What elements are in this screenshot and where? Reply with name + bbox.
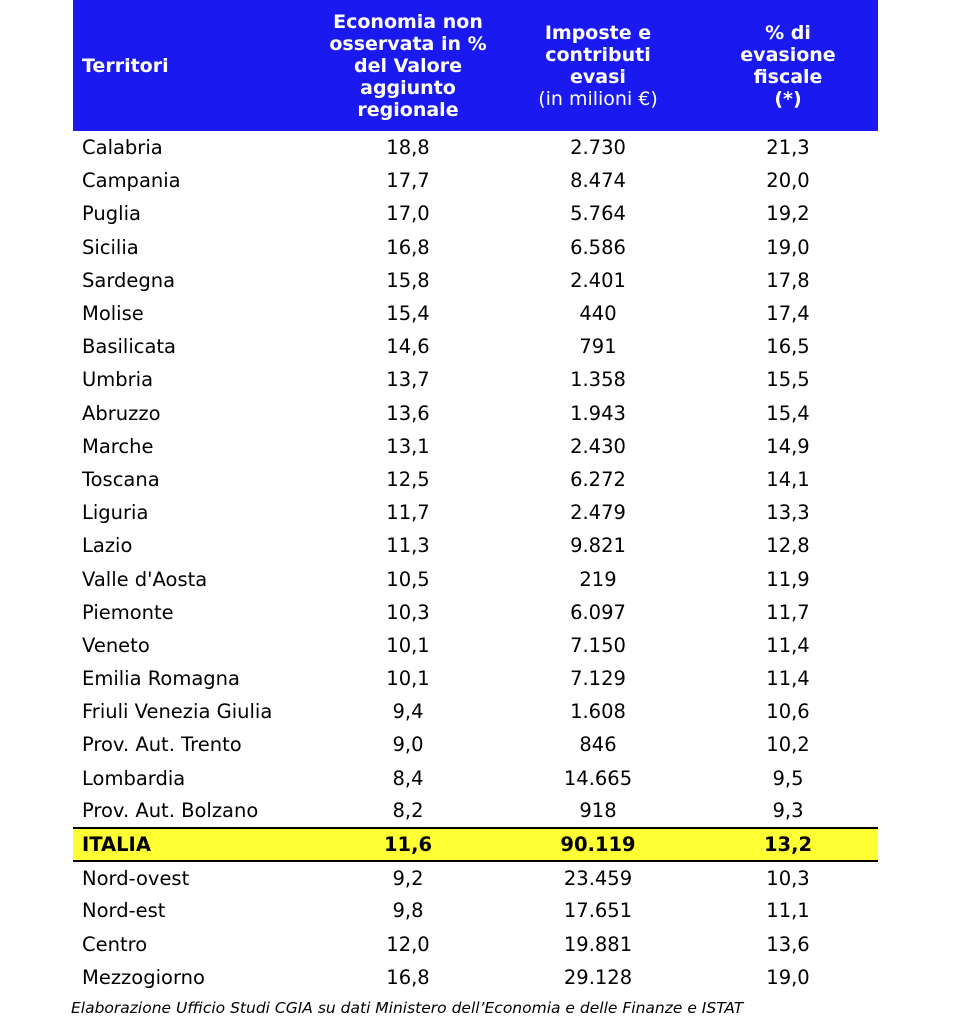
imposte-value-cell: 440 xyxy=(579,302,617,326)
imposte-value-cell: 14.665 xyxy=(563,766,633,790)
evasione-value-cell: 15,5 xyxy=(766,368,810,392)
evasione-value-cell: 13,6 xyxy=(766,932,810,956)
economia-value-cell: 13,7 xyxy=(386,368,430,392)
economia-value-cell: 8,4 xyxy=(392,766,424,790)
table-row xyxy=(73,264,878,297)
territory-name-cell: Molise xyxy=(82,302,144,326)
imposte-value-cell: 1.943 xyxy=(570,401,626,425)
table-row xyxy=(73,197,878,230)
header-evasione-line: % di xyxy=(765,21,811,44)
header-economia-line: osservata in % xyxy=(329,32,487,55)
header-imposte-unit: (in milioni €) xyxy=(538,87,658,110)
territory-name-cell: Campania xyxy=(82,169,181,193)
evasione-value-cell: 20,0 xyxy=(766,169,810,193)
imposte-value-cell: 1.608 xyxy=(570,700,626,724)
territory-name-cell: Sardegna xyxy=(82,268,176,292)
territory-name-cell: Puglia xyxy=(82,202,141,226)
table-row xyxy=(73,463,878,496)
table-row xyxy=(73,496,878,529)
table-row xyxy=(73,596,878,629)
header-evasione xyxy=(698,0,878,131)
economia-value-cell: 18,8 xyxy=(386,136,430,160)
economia-value-cell: 9,0 xyxy=(392,733,424,757)
imposte-value-cell: 846 xyxy=(579,733,617,757)
table-row xyxy=(73,397,878,430)
economia-value-cell: 17,0 xyxy=(386,202,430,226)
economia-value-cell: 13,6 xyxy=(386,401,430,425)
economia-value-cell: 15,8 xyxy=(386,268,430,292)
source-footnote: Elaborazione Ufficio Studi CGIA su dati Ministero dell’Economia e delle Finanze e ISTAT xyxy=(71,999,744,1017)
evasione-value-cell: 16,5 xyxy=(766,335,810,359)
territory-name-cell: ITALIA xyxy=(73,828,318,861)
table-row xyxy=(73,562,878,595)
territory-name-cell: Marche xyxy=(82,434,154,458)
economia-value-cell: 15,4 xyxy=(386,302,430,326)
economia-value-cell: 13,1 xyxy=(386,434,430,458)
territory-name-cell: Friuli Venezia Giulia xyxy=(82,700,273,724)
economia-value-cell: 11,7 xyxy=(386,501,430,525)
table-row xyxy=(73,629,878,662)
macro-area-row xyxy=(73,894,878,927)
territory-name-cell: Prov. Aut. Bolzano xyxy=(82,799,259,823)
table-row xyxy=(73,297,878,330)
territory-name-cell: Calabria xyxy=(82,136,163,160)
imposte-value-cell: 2.730 xyxy=(570,136,626,160)
macro-area-row xyxy=(73,928,878,961)
territory-name-cell: Prov. Aut. Trento xyxy=(82,733,242,757)
evasione-value-cell: 11,4 xyxy=(766,633,810,657)
header-imposte-line: contributi xyxy=(545,43,651,66)
evasione-value-cell: 11,9 xyxy=(766,567,810,591)
imposte-value-cell: 6.586 xyxy=(570,235,626,259)
imposte-value-cell: 17.651 xyxy=(563,899,633,923)
evasione-value-cell: 14,9 xyxy=(766,434,810,458)
territory-name-cell: Abruzzo xyxy=(82,401,161,425)
territory-name-cell: Sicilia xyxy=(82,235,139,259)
territory-name-cell: Mezzogiorno xyxy=(82,965,205,989)
imposte-value-cell: 90.119 xyxy=(498,828,698,861)
header-economia-line: aggiunto xyxy=(360,76,456,99)
imposte-value-cell: 5.764 xyxy=(570,202,626,226)
evasione-value-cell: 17,8 xyxy=(766,268,810,292)
table-row xyxy=(73,662,878,695)
economia-value-cell: 10,1 xyxy=(386,633,430,657)
table-row xyxy=(73,231,878,264)
territory-name-cell: Lazio xyxy=(82,534,133,558)
evasione-value-cell: 19,0 xyxy=(766,235,810,259)
economia-value-cell: 9,2 xyxy=(392,866,424,890)
economia-value-cell: 9,4 xyxy=(392,700,424,724)
evasione-value-cell: 10,3 xyxy=(766,866,810,890)
economia-value-cell: 10,5 xyxy=(386,567,430,591)
imposte-value-cell: 2.479 xyxy=(570,501,626,525)
territory-name-cell: Emilia Romagna xyxy=(82,667,240,691)
economia-value-cell: 12,5 xyxy=(386,467,430,491)
header-imposte-line: Imposte e xyxy=(544,21,652,44)
territory-name-cell: Umbria xyxy=(82,368,154,392)
evasione-value-cell: 17,4 xyxy=(766,302,810,326)
evasione-value-cell: 9,5 xyxy=(772,766,804,790)
table-row xyxy=(73,728,878,761)
imposte-value-cell: 19.881 xyxy=(563,932,633,956)
imposte-value-cell: 29.128 xyxy=(563,965,633,989)
evasion-table-container xyxy=(73,0,878,994)
table-row xyxy=(73,795,878,828)
economia-value-cell: 16,8 xyxy=(386,235,430,259)
imposte-value-cell: 23.459 xyxy=(563,866,633,890)
imposte-value-cell: 8.474 xyxy=(570,169,626,193)
evasione-value-cell: 13,3 xyxy=(766,501,810,525)
table-body xyxy=(73,131,878,994)
economia-value-cell: 17,7 xyxy=(386,169,430,193)
evasione-value-cell: 11,7 xyxy=(766,600,810,624)
table-row xyxy=(73,430,878,463)
table-header-row xyxy=(73,0,878,131)
evasione-value-cell: 10,2 xyxy=(766,733,810,757)
evasion-table xyxy=(73,0,878,994)
economia-value-cell: 12,0 xyxy=(386,932,430,956)
evasione-value-cell: 21,3 xyxy=(766,136,810,160)
header-evasione-line: (*) xyxy=(774,87,802,110)
table-row xyxy=(73,695,878,728)
header-economia-line: regionale xyxy=(357,98,459,121)
evasione-value-cell: 13,2 xyxy=(698,828,878,861)
imposte-value-cell: 7.129 xyxy=(570,667,626,691)
table-row xyxy=(73,164,878,197)
table-row xyxy=(73,529,878,562)
territory-name-cell: Toscana xyxy=(82,467,160,491)
imposte-value-cell: 791 xyxy=(579,335,617,359)
territory-name-cell: Valle d'Aosta xyxy=(82,567,208,591)
evasione-value-cell: 19,2 xyxy=(766,202,810,226)
economia-value-cell: 10,3 xyxy=(386,600,430,624)
evasione-value-cell: 14,1 xyxy=(766,467,810,491)
economia-value-cell: 10,1 xyxy=(386,667,430,691)
imposte-value-cell: 219 xyxy=(579,567,617,591)
evasione-value-cell: 15,4 xyxy=(766,401,810,425)
imposte-value-cell: 918 xyxy=(579,799,617,823)
territory-name-cell: Liguria xyxy=(82,501,149,525)
header-economia xyxy=(318,0,498,131)
header-economia-line: Economia non xyxy=(333,10,483,33)
macro-area-row xyxy=(73,961,878,994)
evasione-value-cell: 10,6 xyxy=(766,700,810,724)
header-economia-line: del Valore xyxy=(354,54,462,77)
imposte-value-cell: 9.821 xyxy=(570,534,626,558)
evasione-value-cell: 9,3 xyxy=(772,799,804,823)
table-row xyxy=(73,363,878,396)
imposte-value-cell: 6.097 xyxy=(570,600,626,624)
evasione-value-cell: 11,1 xyxy=(766,899,810,923)
header-imposte xyxy=(498,0,698,131)
economia-value-cell: 16,8 xyxy=(386,965,430,989)
economia-value-cell: 11,6 xyxy=(318,828,498,861)
header-evasione-line: fiscale xyxy=(753,65,823,88)
table-row xyxy=(73,330,878,363)
economia-value-cell: 8,2 xyxy=(392,799,424,823)
imposte-value-cell: 2.401 xyxy=(570,268,626,292)
table-row xyxy=(73,762,878,795)
table-row xyxy=(73,131,878,164)
evasione-value-cell: 11,4 xyxy=(766,667,810,691)
territory-name-cell: Nord-est xyxy=(82,899,166,923)
italia-total-row xyxy=(73,828,878,861)
territory-name-cell: Piemonte xyxy=(82,600,174,624)
economia-value-cell: 11,3 xyxy=(386,534,430,558)
imposte-value-cell: 6.272 xyxy=(570,467,626,491)
header-territori: Territori xyxy=(82,54,169,77)
header-imposte-line: evasi xyxy=(570,65,626,88)
territory-name-cell: Veneto xyxy=(82,633,150,657)
header-evasione-line: evasione xyxy=(740,43,836,66)
territory-name-cell: Nord-ovest xyxy=(82,866,190,890)
macro-area-row xyxy=(73,861,878,894)
economia-value-cell: 9,8 xyxy=(392,899,424,923)
territory-name-cell: Lombardia xyxy=(82,766,186,790)
evasione-value-cell: 12,8 xyxy=(766,534,810,558)
imposte-value-cell: 2.430 xyxy=(570,434,626,458)
economia-value-cell: 14,6 xyxy=(386,335,430,359)
territory-name-cell: Basilicata xyxy=(82,335,177,359)
evasione-value-cell: 19,0 xyxy=(766,965,810,989)
imposte-value-cell: 1.358 xyxy=(570,368,626,392)
imposte-value-cell: 7.150 xyxy=(570,633,626,657)
territory-name-cell: Centro xyxy=(82,932,148,956)
